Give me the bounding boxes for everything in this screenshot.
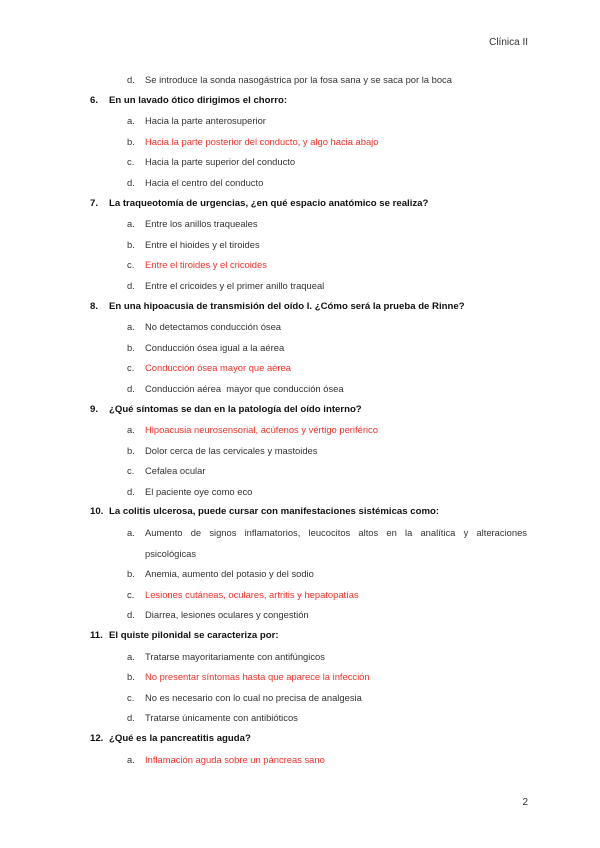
question-number: 12. [90,733,104,744]
option-text: Cefalea ocular [145,465,206,477]
option-letter: c. [127,691,135,703]
option-letter: c. [127,465,135,477]
option-letter: a. [127,527,135,539]
option-text: No es necesario con lo cual no precisa de analgesia [145,691,362,703]
option-a [90,317,527,338]
question-text: ¿Qué síntomas se dan en la patología del oído interno? [109,403,362,415]
page-header: Clínica II [489,37,528,48]
question-text: En un lavado ótico dirigimos el chorro: [109,94,288,106]
question-number: 11. [90,630,103,642]
option-text: Hacia el centro del conducto [145,176,264,188]
option-d [90,482,527,503]
option-text: Hacia la parte superior del conducto [145,156,296,168]
question-number: 9. [90,403,99,415]
option-letter: b. [127,135,135,147]
option-text: Diarrea, lesiones oculares y congestión [145,609,309,621]
option-a [90,647,527,668]
question-text: La colitis ulcerosa, puede cursar con manifestaciones sistémicas como: [109,506,440,518]
question-text: ¿Qué es la pancreatitis aguda? [109,733,251,744]
option-b-correct [90,132,527,153]
option-letter: c. [127,588,135,600]
option-letter: a. [127,115,135,127]
question-text: En una hipoacusia de transmisión del oído I. ¿Cómo será la prueba de Rinne? [109,300,465,312]
option-text: El paciente oye como eco [145,485,253,497]
option-text: Tratarse mayoritariamente con antifúngicos [145,650,325,662]
question-text: La traqueotomía de urgencias, ¿en qué espacio anatómico se realiza? [109,197,429,209]
option-letter: b. [127,671,135,683]
option-b [90,441,527,462]
option-letter: d. [127,712,135,724]
option-d [90,276,527,297]
option-letter: b. [127,568,135,580]
option-b-correct [90,667,527,688]
option-text: Tratarse únicamente con antibióticos [145,712,298,724]
page-number: 2 [522,797,528,808]
question-number: 7. [90,197,99,209]
option-text: Hacia la parte anterosuperior [145,115,266,127]
option-text: No presentar síntomas hasta que aparece la infección [145,671,370,683]
option-letter: d. [127,74,135,85]
option-d [90,70,527,91]
option-b [90,338,527,359]
option-text-line-1: Aumento de signos inflamatorios, leucocitos altos en la analítica y alteraciones [145,527,527,539]
option-text: Se introduce la sonda nasogástrica por la fosa sana y se saca por la boca [145,74,452,85]
option-letter: d. [127,382,135,394]
option-letter: a. [127,321,135,333]
question-list [90,70,527,770]
option-text: Conducción ósea mayor que aérea [145,362,291,374]
option-letter: d. [127,609,135,621]
option-letter: b. [127,341,135,353]
question-12 [90,729,527,750]
option-b [90,235,527,256]
option-text: Entre el cricoides y el primer anillo traqueal [145,279,325,291]
option-text: Entre el tiroides y el cricoides [145,259,267,271]
option-letter: c. [127,362,135,374]
option-d [90,605,527,626]
question-number: 8. [90,300,99,312]
option-text: No detectamos conducción ósea [145,321,282,333]
option-letter: a. [127,424,135,436]
option-letter: a. [127,218,135,230]
option-letter: a. [127,650,135,662]
question-7 [90,194,527,215]
option-a-correct [90,420,527,441]
question-11 [90,626,527,647]
option-b [90,564,527,585]
option-d [90,379,527,400]
option-text: Anemia, aumento del potasio y del sodio [145,568,314,580]
option-c [90,152,527,173]
question-10 [90,502,527,523]
option-d [90,708,527,729]
question-number: 10. [90,506,104,518]
option-c [90,688,527,709]
option-text: Conducción ósea igual a la aérea [145,341,285,353]
option-a [90,214,527,235]
option-text: Conducción aérea mayor que conducción ósea [145,382,344,394]
option-d [90,173,527,194]
option-c [90,461,527,482]
option-text-line-2: psicológicas [145,547,197,559]
option-letter: d. [127,176,135,188]
option-a [90,111,527,132]
option-text: Hipoacusia neurosensorial, acúfenos y vértigo periférico [145,424,378,436]
option-letter: d. [127,485,135,497]
option-text: Dolor cerca de las cervicales y mastoides [145,444,318,456]
option-letter: d. [127,279,135,291]
option-text: Entre los anillos traqueales [145,218,258,230]
option-letter: b. [127,444,135,456]
option-letter: a. [127,753,135,765]
option-c-correct [90,585,527,606]
option-letter: c. [127,156,135,168]
option-text: Inflamación aguda sobre un páncreas sano [145,753,325,765]
option-text: Lesiones cutáneas, oculares, artritis y hepatopatías [145,588,359,600]
question-8 [90,297,527,318]
option-letter: b. [127,238,135,250]
option-a-correct [90,750,527,771]
question-text: El quiste pilonidal se caracteriza por: [109,630,279,642]
option-c-correct [90,255,527,276]
option-text: Entre el hioides y el tiroides [145,238,260,250]
option-a [90,523,527,564]
question-number: 6. [90,94,99,106]
question-9 [90,400,527,421]
option-text: Hacia la parte posterior del conducto, y algo hacia abajo [145,135,379,147]
question-6 [90,91,527,112]
option-c-correct [90,358,527,379]
option-letter: c. [127,259,135,271]
